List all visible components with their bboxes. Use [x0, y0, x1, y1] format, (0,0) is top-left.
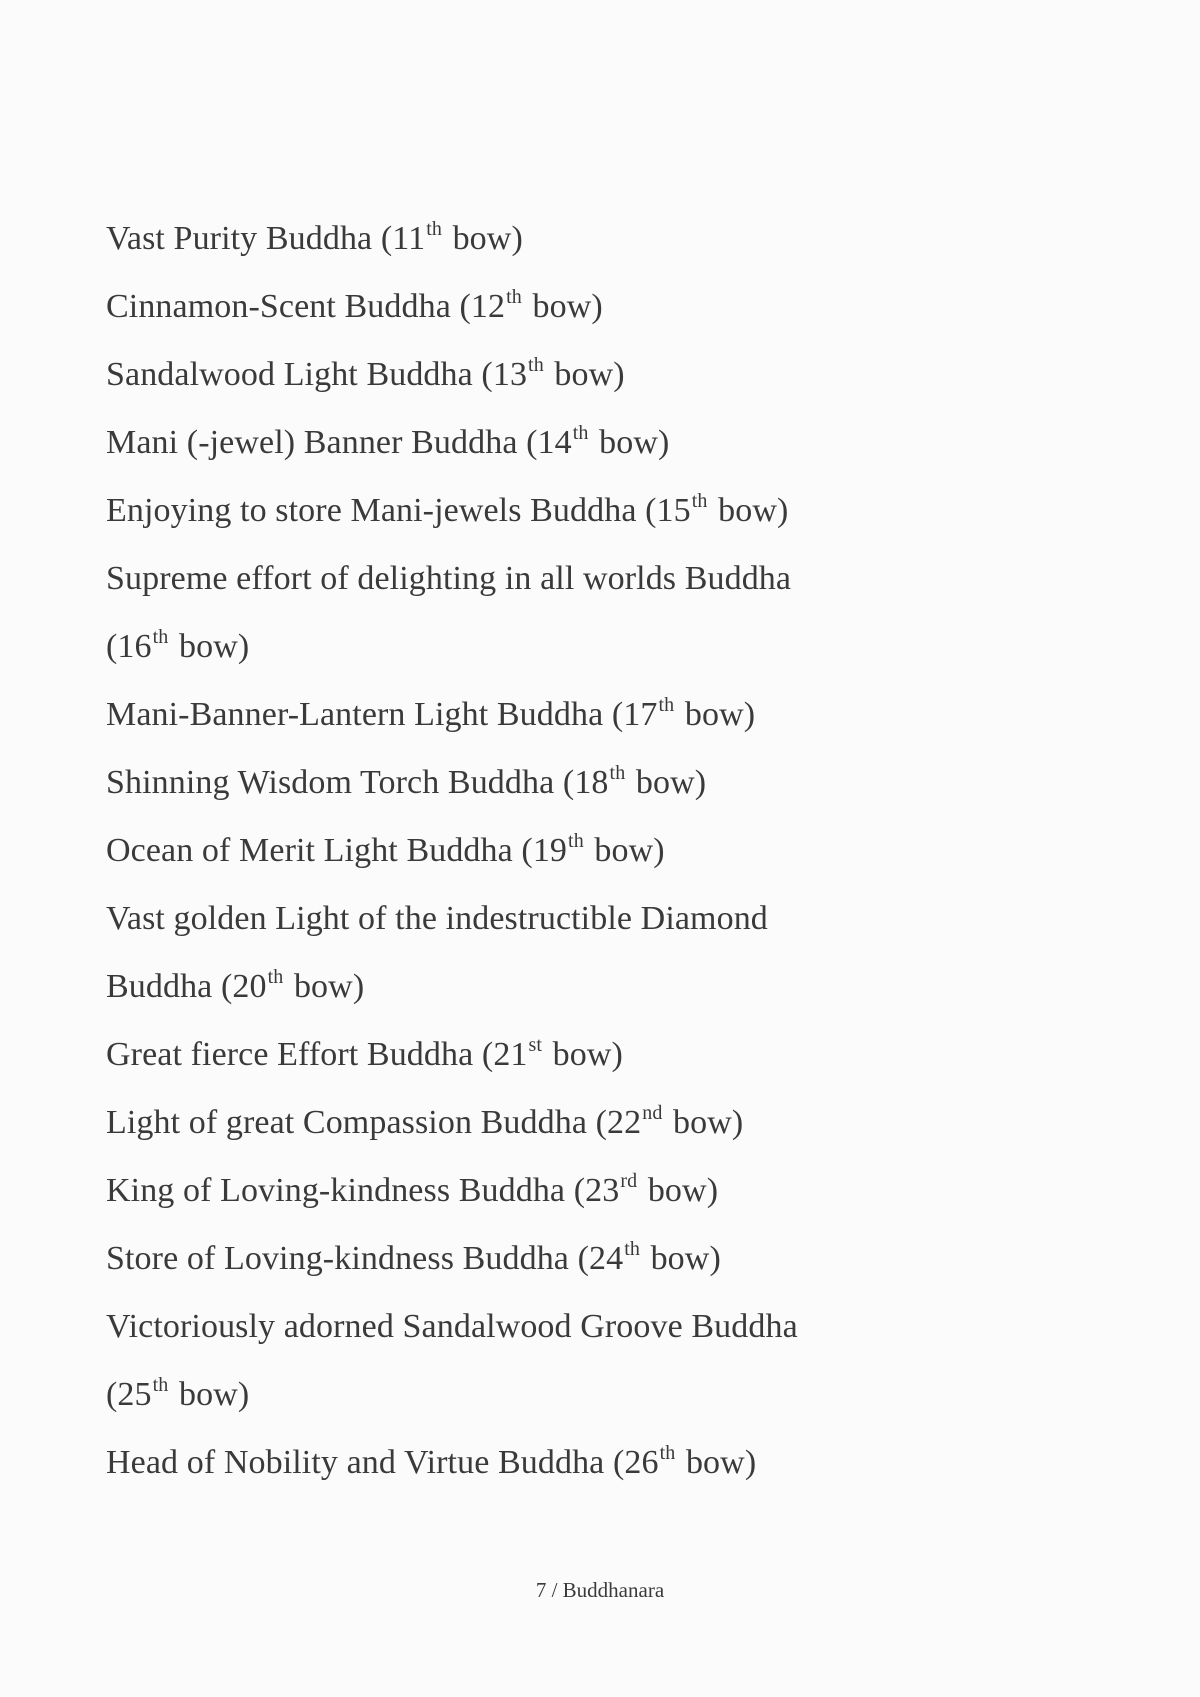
line-text-end: bow): [585, 832, 665, 869]
ordinal-suffix: rd: [620, 1170, 638, 1192]
buddha-name-line: [106, 409, 1106, 477]
ordinal-suffix: th: [267, 966, 284, 988]
line-text: Store of Loving-kindness Buddha (24: [106, 1240, 624, 1277]
ordinal-suffix: th: [426, 218, 442, 240]
buddha-name-line: [106, 1361, 1106, 1429]
buddha-name-line: [106, 681, 1106, 749]
ordinal-suffix: th: [568, 830, 584, 852]
ordinal-suffix: nd: [642, 1102, 663, 1124]
line-text: Sandalwood Light Buddha (13: [106, 356, 528, 393]
line-text: King of Loving-kindness Buddha (23: [106, 1172, 620, 1209]
buddha-name-line: [106, 817, 1106, 885]
line-text-end: bow): [639, 1172, 719, 1209]
line-text: Vast Purity Buddha (11: [106, 220, 426, 257]
line-text: Mani (-jewel) Banner Buddha (14: [106, 424, 572, 461]
ordinal-suffix: th: [609, 762, 626, 784]
buddha-name-list: [106, 205, 1106, 1497]
buddha-name-line: [106, 341, 1106, 409]
line-text: Buddha (20: [106, 968, 267, 1005]
line-text-end: bow): [590, 424, 670, 461]
buddha-name-line: [106, 273, 1106, 341]
buddha-name-line: [106, 1157, 1106, 1225]
page-footer: 7 / Buddhanara: [535, 1578, 665, 1602]
line-text: Victoriously adorned Sandalwood Groove Buddha: [106, 1308, 798, 1345]
buddha-name-line: [106, 1429, 1106, 1497]
line-text: Ocean of Merit Light Buddha (19: [106, 832, 568, 869]
buddha-name-line: [106, 1225, 1106, 1293]
buddha-name-line: [106, 1089, 1106, 1157]
ordinal-suffix: st: [528, 1034, 543, 1056]
buddha-name-line: [106, 1021, 1106, 1089]
ordinal-suffix: th: [528, 354, 544, 376]
line-text-end: bow): [664, 1104, 744, 1141]
ordinal-suffix: th: [691, 490, 708, 512]
line-text-end: bow): [677, 1444, 757, 1481]
line-text: Cinnamon-Scent Buddha (12: [106, 288, 506, 325]
line-text: (16: [106, 628, 152, 665]
buddha-name-line: [106, 749, 1106, 817]
line-text: Head of Nobility and Virtue Buddha (26: [106, 1444, 659, 1481]
buddha-name-line: [106, 1293, 1106, 1361]
line-text-end: bow): [627, 764, 707, 801]
line-text-end: bow): [676, 696, 756, 733]
line-text-end: bow): [170, 1376, 250, 1413]
line-text-end: bow): [285, 968, 365, 1005]
line-text-end: bow): [523, 288, 603, 325]
buddha-name-line: [106, 205, 1106, 273]
line-text: Vast golden Light of the indestructible Diamond: [106, 900, 768, 937]
line-text: Great fierce Effort Buddha (21: [106, 1036, 528, 1073]
line-text: Shinning Wisdom Torch Buddha (18: [106, 764, 609, 801]
line-text: Enjoying to store Mani-jewels Buddha (15: [106, 492, 691, 529]
line-text-end: bow): [544, 1036, 623, 1073]
ordinal-suffix: th: [572, 422, 589, 444]
buddha-name-line: [106, 885, 1106, 953]
line-text-end: bow): [443, 220, 523, 257]
line-text: Light of great Compassion Buddha (22: [106, 1104, 642, 1141]
buddha-name-line: [106, 613, 1106, 681]
ordinal-suffix: th: [152, 1374, 169, 1396]
line-text-end: bow): [641, 1240, 721, 1277]
line-text-end: bow): [709, 492, 789, 529]
line-text: Supreme effort of delighting in all worlds Buddha: [106, 560, 792, 597]
buddha-name-line: [106, 545, 1106, 613]
ordinal-suffix: th: [659, 1442, 676, 1464]
buddha-name-line: [106, 953, 1106, 1021]
buddha-name-line: [106, 477, 1106, 545]
ordinal-suffix: th: [506, 286, 522, 308]
line-text-end: bow): [545, 356, 625, 393]
ordinal-suffix: th: [624, 1238, 640, 1260]
ordinal-suffix: th: [152, 626, 169, 648]
line-text-end: bow): [170, 628, 250, 665]
line-text: (25: [106, 1376, 152, 1413]
line-text: Mani-Banner-Lantern Light Buddha (17: [106, 696, 658, 733]
ordinal-suffix: th: [658, 694, 675, 716]
